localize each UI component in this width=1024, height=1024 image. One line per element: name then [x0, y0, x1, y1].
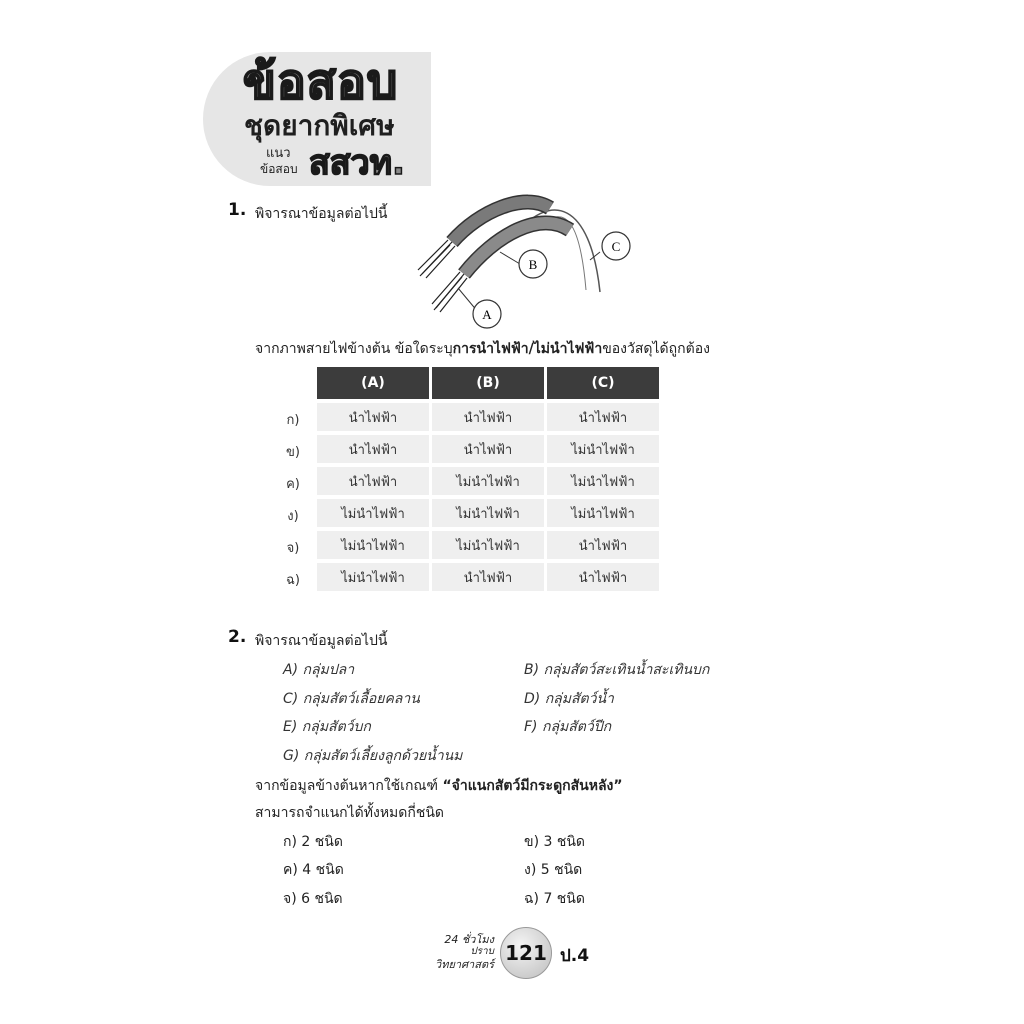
choice-2[interactable]: ข) 3 ชนิด	[524, 834, 586, 850]
row-label[interactable]: ก)	[286, 413, 300, 428]
table-cell: ไม่นำไฟฟ้า	[317, 563, 429, 591]
banner-exam-name: สสวท.	[309, 143, 405, 183]
option-b: B) กลุ่มสัตว์สะเทินน้ำสะเทินบก	[524, 662, 710, 678]
table-header-a: (A)	[317, 367, 429, 399]
table-header-b: (B)	[432, 367, 544, 399]
banner-subtitle: ชุดยากพิเศษ	[244, 109, 395, 142]
wire-illustration	[400, 190, 640, 330]
table-cell: ไม่นำไฟฟ้า	[432, 467, 544, 495]
footer-book-title: 24 ชั่วโมง ปราบ วิทยาศาสตร์	[435, 933, 494, 972]
option-a: A) กลุ่มปลา	[283, 662, 355, 678]
label-a-marker	[473, 300, 501, 328]
row-label[interactable]: จ)	[286, 541, 300, 556]
option-g: G) กลุ่มสัตว์เลี้ยงลูกด้วยน้ำนม	[283, 748, 463, 764]
choice-3[interactable]: ค) 4 ชนิด	[283, 862, 344, 878]
question-2-stem: จากข้อมูลข้างต้นหากใช้เกณฑ์ “จำแนกสัตว์มีกระดูกสันหลัง”	[255, 778, 623, 794]
option-c: C) กลุ่มสัตว์เลื้อยคลาน	[283, 691, 420, 707]
table-cell: ไม่นำไฟฟ้า	[317, 499, 429, 527]
table-cell: ไม่นำไฟฟ้า	[547, 499, 659, 527]
table-header-c: (C)	[547, 367, 659, 399]
question-2-number: 2.	[228, 627, 247, 647]
choice-1[interactable]: ก) 2 ชนิด	[283, 834, 343, 850]
grade-label: ป.4	[560, 946, 590, 966]
table-cell: นำไฟฟ้า	[432, 435, 544, 463]
table-cell: นำไฟฟ้า	[547, 403, 659, 431]
question-1-number: 1.	[228, 200, 247, 220]
choice-4[interactable]: ง) 5 ชนิด	[524, 862, 583, 878]
banner-small-2: ข้อสอบ	[260, 162, 298, 176]
svg-text:C: C	[611, 239, 621, 254]
question-1-stem: จากภาพสายไฟข้างต้น ข้อใดระบุการนำไฟฟ้า/ไม่นำไฟฟ้าของวัสดุได้ถูกต้อง	[255, 341, 710, 357]
banner-small-1: แนว	[266, 146, 291, 161]
table-cell: ไม่นำไฟฟ้า	[547, 467, 659, 495]
choice-6[interactable]: ฉ) 7 ชนิด	[524, 891, 585, 907]
row-label[interactable]: ง)	[287, 509, 299, 524]
choice-5[interactable]: จ) 6 ชนิด	[283, 891, 343, 907]
table-cell: ไม่นำไฟฟ้า	[432, 531, 544, 559]
banner-title: ข้อสอบ	[243, 54, 399, 110]
label-b-marker	[519, 250, 547, 278]
option-e: E) กลุ่มสัตว์บก	[283, 719, 371, 735]
table-cell: ไม่นำไฟฟ้า	[317, 531, 429, 559]
question-1-prompt: พิจารณาข้อมูลต่อไปนี้	[255, 206, 388, 222]
svg-text:B: B	[528, 257, 538, 272]
table-cell: นำไฟฟ้า	[317, 467, 429, 495]
table-cell: นำไฟฟ้า	[432, 403, 544, 431]
svg-text:A: A	[482, 307, 492, 322]
option-f: F) กลุ่มสัตว์ปีก	[524, 719, 612, 735]
row-label[interactable]: ฉ)	[286, 573, 300, 588]
question-2-prompt: พิจารณาข้อมูลต่อไปนี้	[255, 633, 388, 649]
table-cell: นำไฟฟ้า	[547, 563, 659, 591]
row-label[interactable]: ค)	[286, 477, 300, 492]
page-number: 121	[500, 927, 552, 979]
table-cell: ไม่นำไฟฟ้า	[547, 435, 659, 463]
table-cell: นำไฟฟ้า	[317, 435, 429, 463]
table-cell: นำไฟฟ้า	[547, 531, 659, 559]
table-cell: นำไฟฟ้า	[317, 403, 429, 431]
row-label[interactable]: ข)	[286, 445, 300, 460]
label-c-marker	[602, 232, 630, 260]
table-cell: ไม่นำไฟฟ้า	[432, 499, 544, 527]
table-cell: นำไฟฟ้า	[432, 563, 544, 591]
option-d: D) กลุ่มสัตว์น้ำ	[524, 691, 614, 707]
question-2-stem-line2: สามารถจำแนกได้ทั้งหมดกี่ชนิด	[255, 805, 445, 821]
